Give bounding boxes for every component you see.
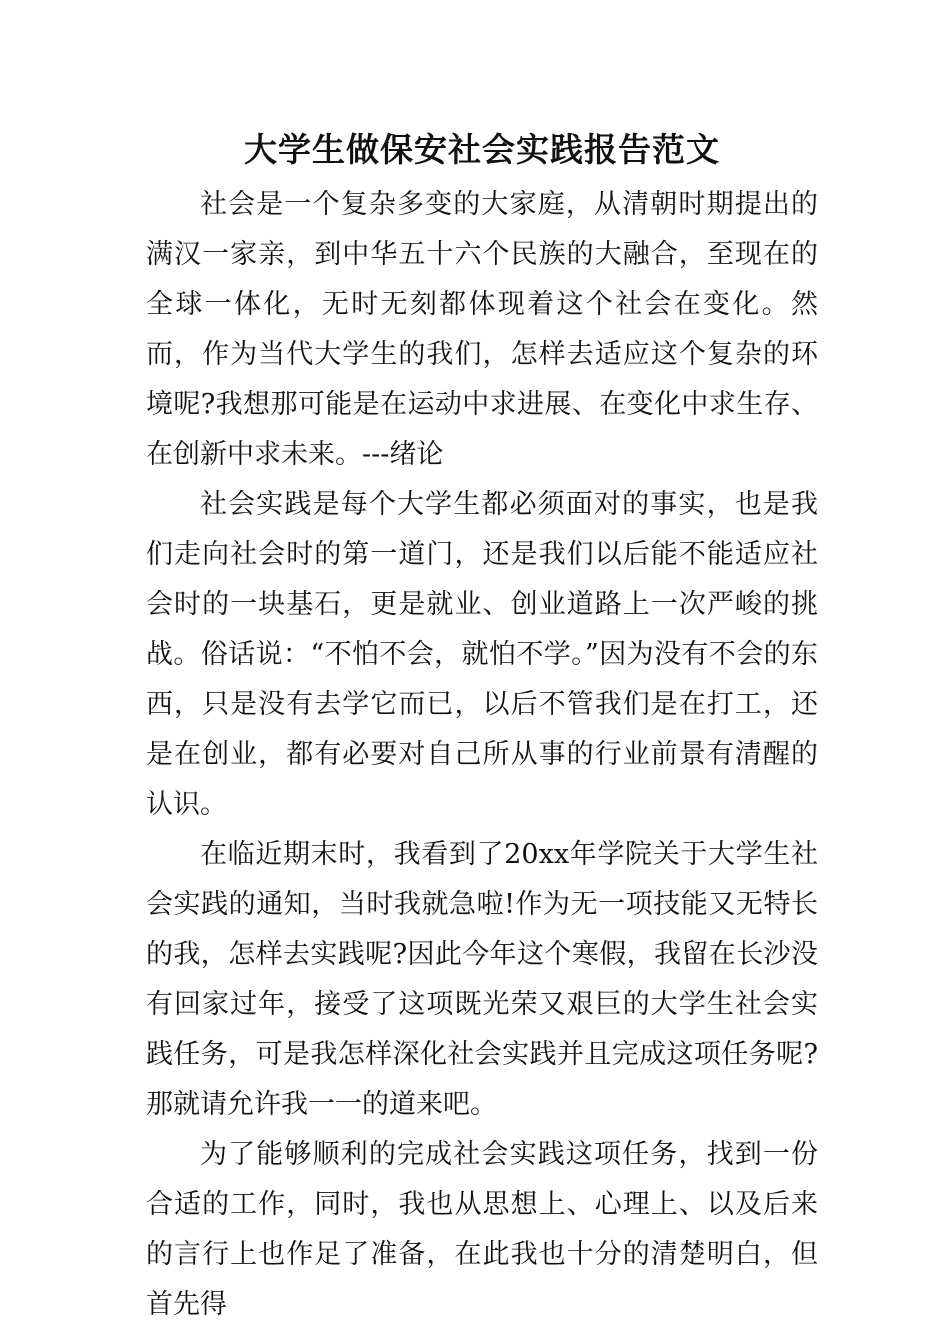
- paragraph-4: 为了能够顺利的完成社会实践这项任务，找到一份合适的工作，同时，我也从思想上、心理上、以及后来的言行上也作足了准备，在此我也十分的清楚明白，但首先得: [146, 1139, 818, 1320]
- document-title: 大学生做保安社会实践报告范文: [244, 130, 720, 169]
- paragraph-1: 社会是一个复杂多变的大家庭，从清朝时期提出的满汉一家亲，到中华五十六个民族的大融合，至现在的全球一体化，无时无刻都体现着这个社会在变化。然而，作为当代大学生的我们，怎样去适应这个复杂的环境呢?我想那可能是在运动中求进展、在变化中求生存、在创新中求未来。---绪论: [146, 189, 818, 470]
- document-page: [146, 128, 818, 1330]
- paragraph-2: 社会实践是每个大学生都必须面对的事实，也是我们走向社会时的第一道门，还是我们以后能不能适应社会时的一块基石，更是就业、创业道路上一次严峻的挑战。俗话说：“不怕不会，就怕不学。”因为没有不会的东西，只是没有去学它而已，以后不管我们是在打工，还是在创业，都有必要对自己所从事的行业前景有清醒的认识。: [146, 489, 818, 820]
- paragraph-3: 在临近期末时，我看到了20xx年学院关于大学生社会实践的通知，当时我就急啦!作为无一项技能又无特长的我，怎样去实践呢?因此今年这个寒假，我留在长沙没有回家过年，接受了这项既光荣又艰巨的大学生社会实践任务，可是我怎样深化社会实践并且完成这项任务呢?那就请允许我一一的道来吧。: [146, 839, 818, 1120]
